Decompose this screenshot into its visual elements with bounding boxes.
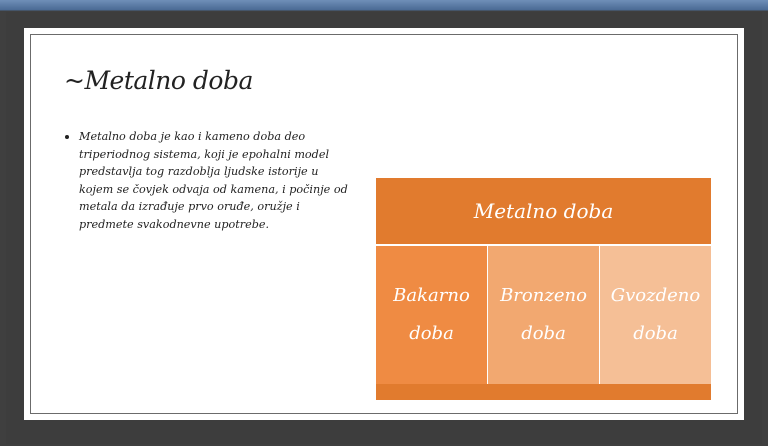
hierarchy-child-label-line1: Bronzeno bbox=[500, 285, 587, 306]
bullet-item bbox=[64, 128, 356, 233]
hierarchy-child-label-line1: Gvozdeno bbox=[610, 285, 701, 306]
hierarchy-child-label-line2: doba bbox=[409, 323, 454, 344]
bullet-dot-icon bbox=[65, 135, 69, 139]
slide-title[interactable]: ~Metalno doba bbox=[64, 66, 253, 95]
hierarchy-diagram[interactable] bbox=[376, 178, 711, 400]
slide-canvas[interactable] bbox=[24, 28, 744, 420]
bullet-text: Metalno doba je kao i kameno doba deo triperiodnog sistema, koji je epohalni model predstavlja tog razdoblja ljudske istorije u kojem se čovjek odvaja od kamena, i počinje od metala da izrađuje prvo oruđe, oružje i predmete svakodnevne upotrebe. bbox=[79, 130, 348, 231]
slide-stage bbox=[6, 12, 762, 444]
hierarchy-child-label-line2: doba bbox=[521, 323, 566, 344]
hierarchy-child-bronzeno[interactable] bbox=[488, 246, 599, 384]
bullet-list[interactable] bbox=[64, 128, 356, 233]
hierarchy-bottom-bar bbox=[376, 384, 711, 400]
hierarchy-child-gvozdeno[interactable] bbox=[600, 246, 711, 384]
hierarchy-child-label-line1: Bakarno bbox=[393, 285, 470, 306]
hierarchy-child-bakarno[interactable] bbox=[376, 246, 487, 384]
hierarchy-top-box[interactable] bbox=[376, 178, 711, 244]
hierarchy-top-label: Metalno doba bbox=[473, 199, 614, 223]
hierarchy-child-label-line2: doba bbox=[633, 323, 678, 344]
